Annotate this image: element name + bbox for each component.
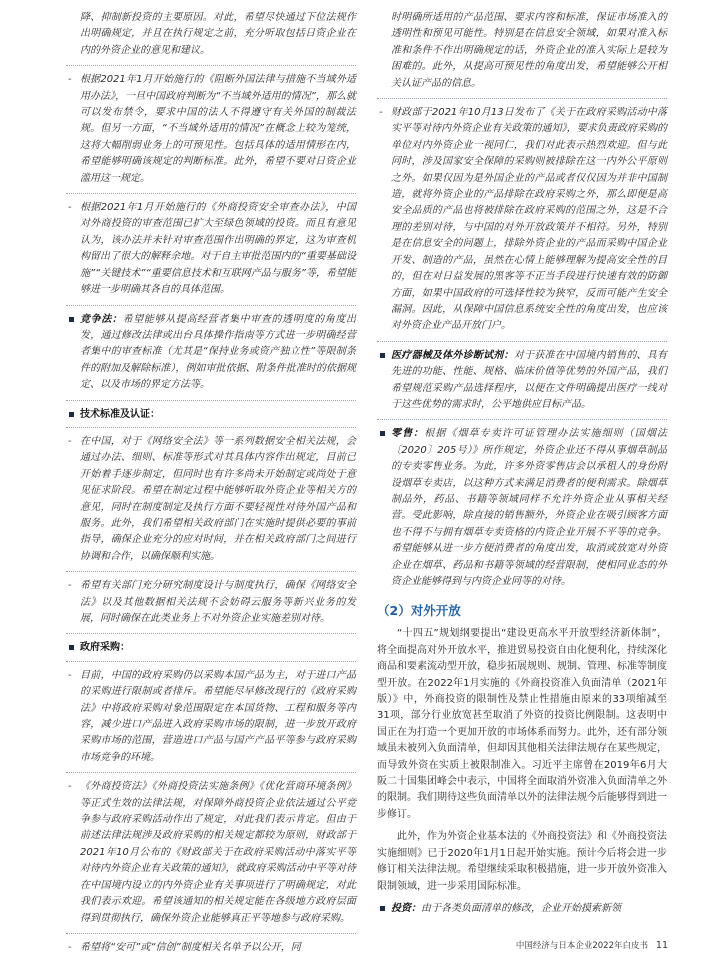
paragraph-text: 根据2021年1月开始施行的《阻断外国法律与措施不当域外适用办法》，一旦中国政府判断为“不当域外适用的情况”，那么就可以发布禁令，要求中国的法人不得遵守有关外国的制裁法规。但另一方面，“不当域外适用的情况”在概念上较为笼统，这将大幅削弱业务上的可预见性。包括具体的适用情形在内，希望能够明确该规定的判断标准。此外，希望不要对日资企业滥用这一规定。 bbox=[80, 74, 356, 184]
left-para-continued bbox=[66, 10, 356, 66]
square-bullet-icon bbox=[380, 906, 385, 911]
dash-marker: - bbox=[68, 669, 72, 681]
dash-marker: - bbox=[68, 941, 72, 953]
bullet-text: 根据《烟草专卖许可证管理办法实施细则（国烟法〔2020〕205号）》所作规定，外资企业还不得从事烟草制品的专卖零售业务。为此，许多外资零售店会以承租人的身份附设烟草专卖店，以这种方式来满足消费者的便利需求。除烟草制品外，药品、书籍等领域同样不允许外资企业从事相关经营。受此影响，除直接的销售额外，外资企业在吸引顾客方面也不得不与拥有烟草专卖资格的内资企业开展不平等的竞争。希望能够从进一步方便消费者的角度出发，取消或放宽对外资企业在烟草、药品和书籍等领域的经营限制，使相同业态的外资企业能够得到与内资企业同等的对待。 bbox=[391, 428, 667, 587]
square-bullet-icon bbox=[69, 317, 74, 322]
list-item bbox=[66, 72, 356, 194]
paragraph-text: 希望将“安可”或“信创”制度相关名单予以公开，同 bbox=[80, 941, 301, 953]
bullet-label: 医疗器械及体外诊断试剂： bbox=[391, 349, 514, 361]
bullet-text: 对于获准在中国境内销售的、具有先进的功能、性能、规格、临床价值等优势的外国产品，我们希望规范采购产品选择程序，以便在文件明确提出医疗一线对于这些优势的需求时，公平地供应目标产品。 bbox=[391, 349, 668, 410]
paragraph-text: 目前，中国的政府采购仍以采购本国产品为主，对于进口产品的采购进行限制或者排斥。希望能尽早修改现行的《政府采购法》中将政府采购对象范围限定在本国货物、工程和服务等内容，减少进口产品进入政府采购市场的限制，进一步放开政府采购市场的范围，营造进口产品与国产产品平等参与政府采购市场竞争的环境。 bbox=[80, 669, 356, 763]
paragraph-text: 《外商投资法》《外商投资法实施条例》《优化营商环境条例》等正式生效的法律法规，对保障外商投资企业依法通过公平竞争参与政府采购活动作出了规定，对此我们表示肯定。但由于前述法律法规涉及政府采购的相关规定都较为原则，财政部于2021年10月公布的《财政部关于在政府采购活动中落实平等对待内外资企业有关政策的通知》，就政府采购活动中平等对待在中国境内设立的内外资企业有关事项进行了明确规定，对此我们表示欢迎。希望该通知的相关规定能在各级地方政府层面得到贯彻执行，确保外资企业能够真正平等地参与政府采购。 bbox=[80, 781, 356, 924]
page-footer bbox=[0, 939, 710, 957]
paragraph-text bbox=[391, 348, 667, 414]
dash-marker: - bbox=[68, 781, 72, 793]
dash-marker: - bbox=[379, 107, 383, 119]
paragraph-text bbox=[80, 640, 356, 656]
body-paragraph: “十四五”规划纲要提出“建设更高水平开放型经济新体制”，将全面提高对外开放水平，推进贸易投资自由化便利化，持续深化商品和要素流动型开放，稳步拓展规则、规制、管理、标准等制度型开放。在2022年1月实施的《外商投资准入负面清单（2021年版）》中，外商投资的限制性及禁止性措施由原来的33项缩减至31项，部分行业放宽甚至取消了外资的投资比例限制。这表明中国正在为打造一个更加开放的市场体系而努力。此外，还有部分领域虽未被列入负面清单，但却因其他相关法律法规存在某些规定，而导致外资在实质上被限制准入。习近平主席曾在2019年6月大阪二十国集团峰会中表示，中国将全面取消外资准入负面清单之外的限制。我们期待这些负面清单以外的法律法规今后能够得到进一步修订。 bbox=[377, 628, 667, 820]
bullet-competition-law bbox=[66, 312, 356, 401]
left-column bbox=[66, 10, 356, 963]
dash-marker: - bbox=[68, 435, 72, 447]
dash-marker: - bbox=[68, 202, 72, 214]
paragraph-text bbox=[80, 407, 356, 423]
square-bullet-icon bbox=[69, 645, 74, 650]
list-item bbox=[66, 668, 356, 773]
bullet-label: 竞争法： bbox=[80, 313, 123, 325]
bullet-investment bbox=[377, 901, 667, 923]
footer-title: 中国经济与日本企业2022年白皮书 bbox=[515, 941, 648, 951]
paragraph-text bbox=[391, 901, 667, 917]
list-item bbox=[66, 434, 356, 572]
bullet-label: 技术标准及认证： bbox=[80, 408, 160, 420]
bullet-retail bbox=[377, 426, 667, 596]
bullet-text: 希望能够从提高经营者集中审查的透明度的角度出发，通过修改法律或出台具体操作指南等方式进一步明确经营者集中的审查标准（尤其是“保持业务或资产独立性”等限制条件的附加及解除标准），例如审批依据、附条件批准时的依据规定、以及市场的界定方法等。 bbox=[80, 313, 357, 391]
paragraph-text: 根据2021年1月开始施行的《外商投资安全审查办法》，中国对外商投资的审查范围已扩大至绿色领域的投资。而且有意见认为，该办法并未针对审查范围作出明确的界定，这为审查机构留出了很大的解释余地。对于自主审批范围内的“重要基础设施”“关键技术”“重要信息技术和互联网产品与服务”等，希望能够进一步明确其各自的具体范围。 bbox=[80, 202, 356, 296]
body-paragraph: 此外，作为外资企业基本法的《外商投资法》和《外商投资法实施细则》已于2020年1月1日起开始实施。预计今后将会进一步修订相关法律法规。希望继续采取积极措施，进一步开放外资准入限制领域，进一步采用国际标准。 bbox=[377, 831, 667, 892]
bullet-tech-standards bbox=[66, 407, 356, 428]
paragraph-text: 财政部于2021年10月13日发布了《关于在政府采购活动中落实平等对待内外资企业有关政策的通知》，要求负责政府采购的单位对内外资企业一视同仁，我们对此表示热烈欢迎。但与此同时，涉及国家安全保障的采购则被排除在这一内外公平原则之外。如果仅因为是外国企业的产品或者仅仅因为并非中国制造，就将外资企业的产品排除在政府采购之外，那么即便是高安全品质的产品也将被排除在政府采购的范围之外，这是不合理的差别对待，与中国的对外开放政策并不相符。另外，特别是在信息安全的问题上，排除外资企业的产品而采购中国企业开发、制造的产品，虽然在心情上能够理解为提高安全性的目的，但在对日益发展的黑客等不正当手段进行快速有效的防御方面，如果中国政府的可选择性较为狭窄，反而可能产生安全漏洞。因此，从保障中国信息系统安全性的角度出发，也应该对外资企业产品开放门户。 bbox=[391, 107, 667, 332]
square-bullet-icon bbox=[380, 431, 385, 436]
right-para-continued bbox=[377, 10, 667, 99]
bullet-medical-devices bbox=[377, 348, 667, 421]
list-item bbox=[66, 779, 356, 934]
square-bullet-icon bbox=[69, 412, 74, 417]
list-item bbox=[66, 200, 356, 305]
bullet-label: 投资： bbox=[391, 902, 421, 914]
paragraph-text: 希望有关部门充分研究制度设计与制度执行，确保《网络安全法》以及其他数据相关法规不会妨碍云服务等新兴业务的发展，同时确保在此类业务上不对外资企业实施差别对待。 bbox=[80, 580, 356, 624]
bullet-label: 政府采购： bbox=[80, 642, 130, 654]
page-number: 11 bbox=[655, 940, 668, 951]
dash-marker: - bbox=[68, 580, 72, 592]
paragraph-text bbox=[391, 426, 667, 590]
section-heading: （2）对外开放 bbox=[377, 603, 461, 619]
list-item bbox=[377, 105, 667, 342]
square-bullet-icon bbox=[380, 353, 385, 358]
paragraph-text: 降、抑制新投资的主要原因。对此，希望尽快通过下位法规作出明确规定，并且在执行规定之前，充分听取包括日资企业在内的外资企业的意见和建议。 bbox=[80, 12, 356, 56]
paragraph-text: 在中国，对于《网络安全法》等一系列数据安全相关法规，会通过办法、细则、标准等形式对其具体内容作出规定，目前已开始着手逐步制定，但同时也有许多尚未开始制定或尚处于意见征求阶段。希望在制定过程中能够听取外资企业等相关方的意见，同时在制度制定及执行方面不要轻视性对待外国产品和服务。此外，我们希望相关政府部门在实施时提供必要的事前指导，确保企业充分的应对时间，并在相关政府部门之间进行协调和合作，以确保顺利实施。 bbox=[80, 435, 356, 562]
paragraph-text bbox=[80, 312, 356, 394]
list-item bbox=[66, 578, 356, 634]
right-column bbox=[377, 10, 667, 929]
paragraph-text: 时明确所适用的产品范围、要求内容和标准，保证市场准入的透明性和预见可能性。特别是在信息安全领域，如果对准入标准和条件不作出明确规定的话，外资企业的准入实际上是较为困难的。此外，从提高可预见性的角度出发，希望能够公开相关认证产品的信息。 bbox=[391, 12, 667, 89]
bullet-label: 零售： bbox=[391, 428, 425, 440]
dash-marker: - bbox=[68, 74, 72, 86]
bullet-text: 由于各类负面清单的修改，企业开始摸索新领 bbox=[421, 902, 621, 914]
bullet-gov-procurement bbox=[66, 640, 356, 661]
